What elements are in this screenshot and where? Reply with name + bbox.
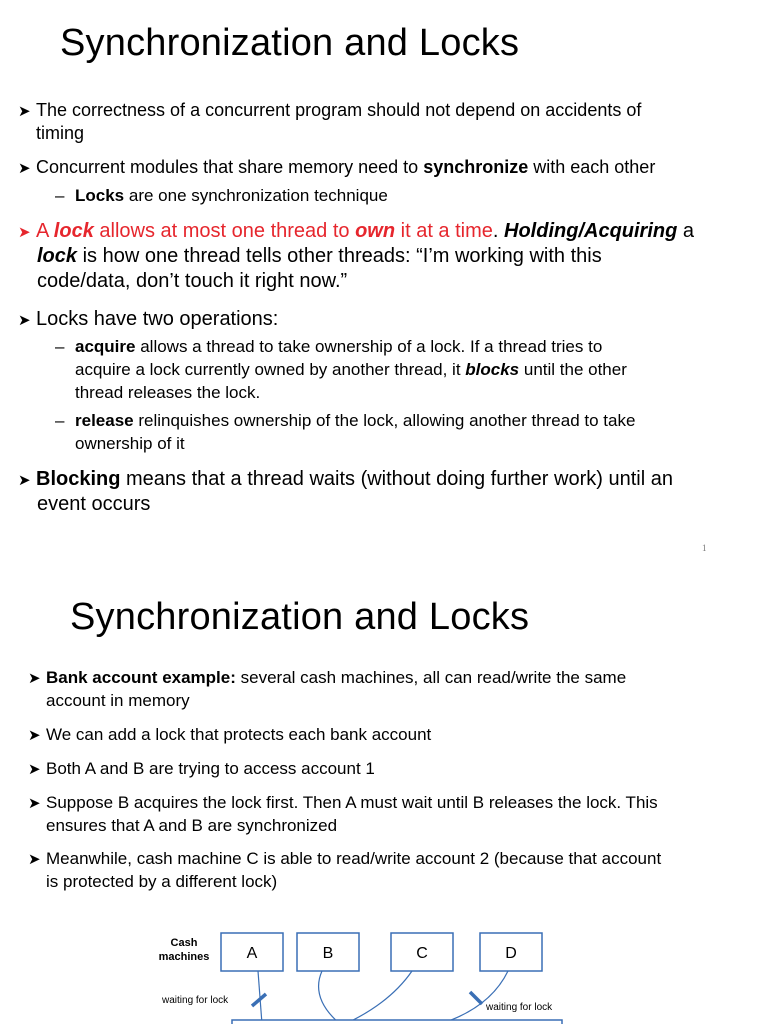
sub-bullet-locks: – Locks are one synchronization technique xyxy=(55,186,388,205)
bullet-meanwhile-line2: is protected by a different lock) xyxy=(46,872,278,891)
waiting-for-lock-left: waiting for lock xyxy=(162,995,229,1006)
bullet-correctness-cont: timing xyxy=(36,123,85,143)
bullet-a-and-b: ➤ Both A and B are trying to access account 1 xyxy=(28,757,375,781)
arrow-bullet-icon: ➤ xyxy=(18,103,31,120)
bullet-lock-definition-line3: code/data, don’t touch it right now.” xyxy=(37,270,348,292)
machine-b-label: B xyxy=(322,945,334,962)
arrow-bullet-icon: ➤ xyxy=(28,670,41,687)
slide-title: Synchronization and Locks xyxy=(60,22,520,64)
bullet-add-lock: ➤ We can add a lock that protects each bank account xyxy=(28,723,431,747)
bullet-lock-definition-line2: lock is how one thread tells other threads: “I’m working with this xyxy=(37,245,602,267)
diagram-label-line2: machines xyxy=(158,951,210,963)
arrow-b-to-account xyxy=(319,971,340,1024)
bullet-bank-account: ➤ Bank account example: several cash machines, all can read/write the same xyxy=(28,666,626,690)
machine-a-label: A xyxy=(246,945,258,962)
arrow-bullet-icon: ➤ xyxy=(18,472,31,489)
lock-blocker-a-icon xyxy=(252,994,266,1006)
arrow-bullet-icon: ➤ xyxy=(28,795,41,812)
bullet-bank-account-line2: account in memory xyxy=(46,691,190,710)
diagram-label-line1: Cash xyxy=(170,937,198,949)
page-number: 1 xyxy=(702,543,707,553)
bullet-suppose: ➤ Suppose B acquires the lock first. Then A must wait until B releases the lock. This xyxy=(28,791,658,815)
sub-bullet-acquire-line2: acquire a lock currently owned by another thread, it blocks until the other xyxy=(75,360,627,379)
accounts-box xyxy=(232,1020,562,1024)
arrow-bullet-icon: ➤ xyxy=(28,727,41,744)
bullet-meanwhile: ➤ Meanwhile, cash machine C is able to read/write account 2 (because that account xyxy=(28,847,661,871)
bullet-blocking: ➤ Blocking means that a thread waits (without doing further work) until an xyxy=(18,466,673,494)
machine-c-label: C xyxy=(416,945,428,962)
bullet-lock-definition: ➤ A lock allows at most one thread to own it at a time. Holding/Acquiring a xyxy=(18,218,694,246)
machine-d-label: D xyxy=(505,945,517,962)
bullet-synchronize: ➤ Concurrent modules that share memory need to synchronize with each other xyxy=(18,156,655,180)
arrow-bullet-icon: ➤ xyxy=(18,160,31,177)
sub-bullet-release-line2: ownership of it xyxy=(75,434,185,453)
sub-bullet-release: – release relinquishes ownership of the lock, allowing another thread to take xyxy=(55,411,636,430)
arrow-bullet-icon: ➤ xyxy=(28,851,41,868)
arrow-bullet-icon: ➤ xyxy=(18,224,31,241)
arrow-bullet-icon: ➤ xyxy=(28,761,41,778)
waiting-for-lock-right: waiting for lock xyxy=(486,1002,553,1013)
arrow-bullet-icon: ➤ xyxy=(18,312,31,329)
bullet-correctness: ➤ The correctness of a concurrent program should not depend on accidents of xyxy=(18,99,641,123)
arrow-c-to-account xyxy=(345,971,412,1024)
sub-bullet-acquire-line3: thread releases the lock. xyxy=(75,383,261,402)
bullet-suppose-line2: ensures that A and B are synchronized xyxy=(46,816,338,835)
cash-machine-diagram xyxy=(0,908,768,1024)
slide-2 xyxy=(0,568,768,1024)
lock-blocker-d-icon xyxy=(470,992,482,1004)
sub-bullet-acquire: – acquire allows a thread to take ownership of a lock. If a thread tries to xyxy=(55,337,603,356)
bullet-two-operations: ➤ Locks have two operations: xyxy=(18,306,278,334)
slide-title: Synchronization and Locks xyxy=(70,596,530,638)
bullet-blocking-line2: event occurs xyxy=(37,493,151,515)
